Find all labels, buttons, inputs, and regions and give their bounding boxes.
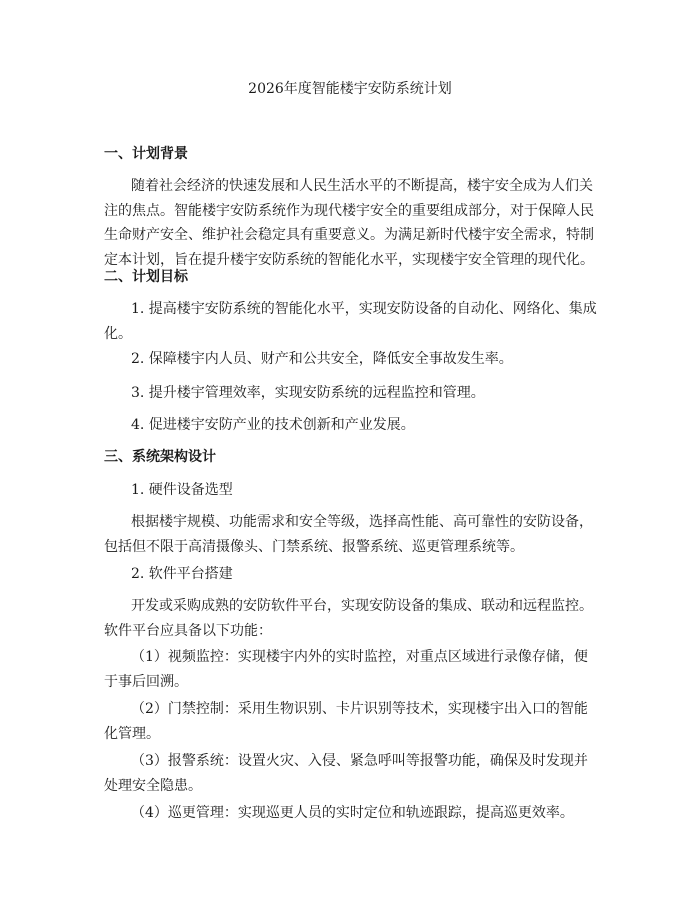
subsection-heading-software: 2. 软件平台搭建	[131, 566, 233, 582]
document-title: 2026年度智能楼宇安防系统计划	[248, 81, 452, 97]
function-item-patrol: （4）巡更管理：实现巡更人员的实时定位和轨迹跟踪，提高巡更效率。	[131, 805, 574, 821]
section-heading-goals: 二、计划目标	[104, 269, 188, 285]
goal-item: 1. 提高楼宇安防系统的智能化水平，实现安防设备的自动化、网络化、集成化。	[104, 301, 597, 342]
section-heading-architecture: 三、系统架构设计	[104, 449, 216, 465]
subsection-heading-hardware: 1. 硬件设备选型	[131, 482, 233, 498]
function-item-alarm: （3）报警系统：设置火灾、入侵、紧急呼叫等报警功能，确保及时发现并处理安全隐患。	[104, 753, 588, 794]
software-paragraph: 开发或采购成熟的安防软件平台，实现安防设备的集成、联动和远程监控。软件平台应具备以下功能：	[104, 598, 593, 639]
hardware-paragraph: 根据楼宇规模、功能需求和安全等级，选择高性能、高可靠性的安防设备，包括但不限于高清摄像头、门禁系统、报警系统、巡更管理系统等。	[104, 514, 593, 555]
section-heading-background: 一、计划背景	[104, 146, 188, 162]
goal-item: 4. 促进楼宇安防产业的技术创新和产业发展。	[131, 417, 415, 433]
function-item-video: （1）视频监控：实现楼宇内外的实时监控，对重点区域进行录像存储，便于事后回溯。	[104, 649, 588, 690]
background-paragraph: 随着社会经济的快速发展和人民生活水平的不断提高，楼宇安全成为人们关注的焦点。智能楼宇安防系统作为现代楼宇安全的重要组成部分，对于保障人民生命财产安全、维护社会稳定具有重要意义。为满足新时代楼宇安全需求，特制定本计划，旨在提升楼宇安防系统的智能化水平，实现楼宇安全管理的现代化。	[104, 178, 594, 268]
goal-item: 2. 保障楼宇内人员、财产和公共安全，降低安全事故发生率。	[131, 351, 513, 367]
function-item-access: （2）门禁控制：采用生物识别、卡片识别等技术，实现楼宇出入口的智能化管理。	[104, 701, 588, 742]
goal-item: 3. 提升楼宇管理效率，实现安防系统的远程监控和管理。	[131, 385, 485, 401]
